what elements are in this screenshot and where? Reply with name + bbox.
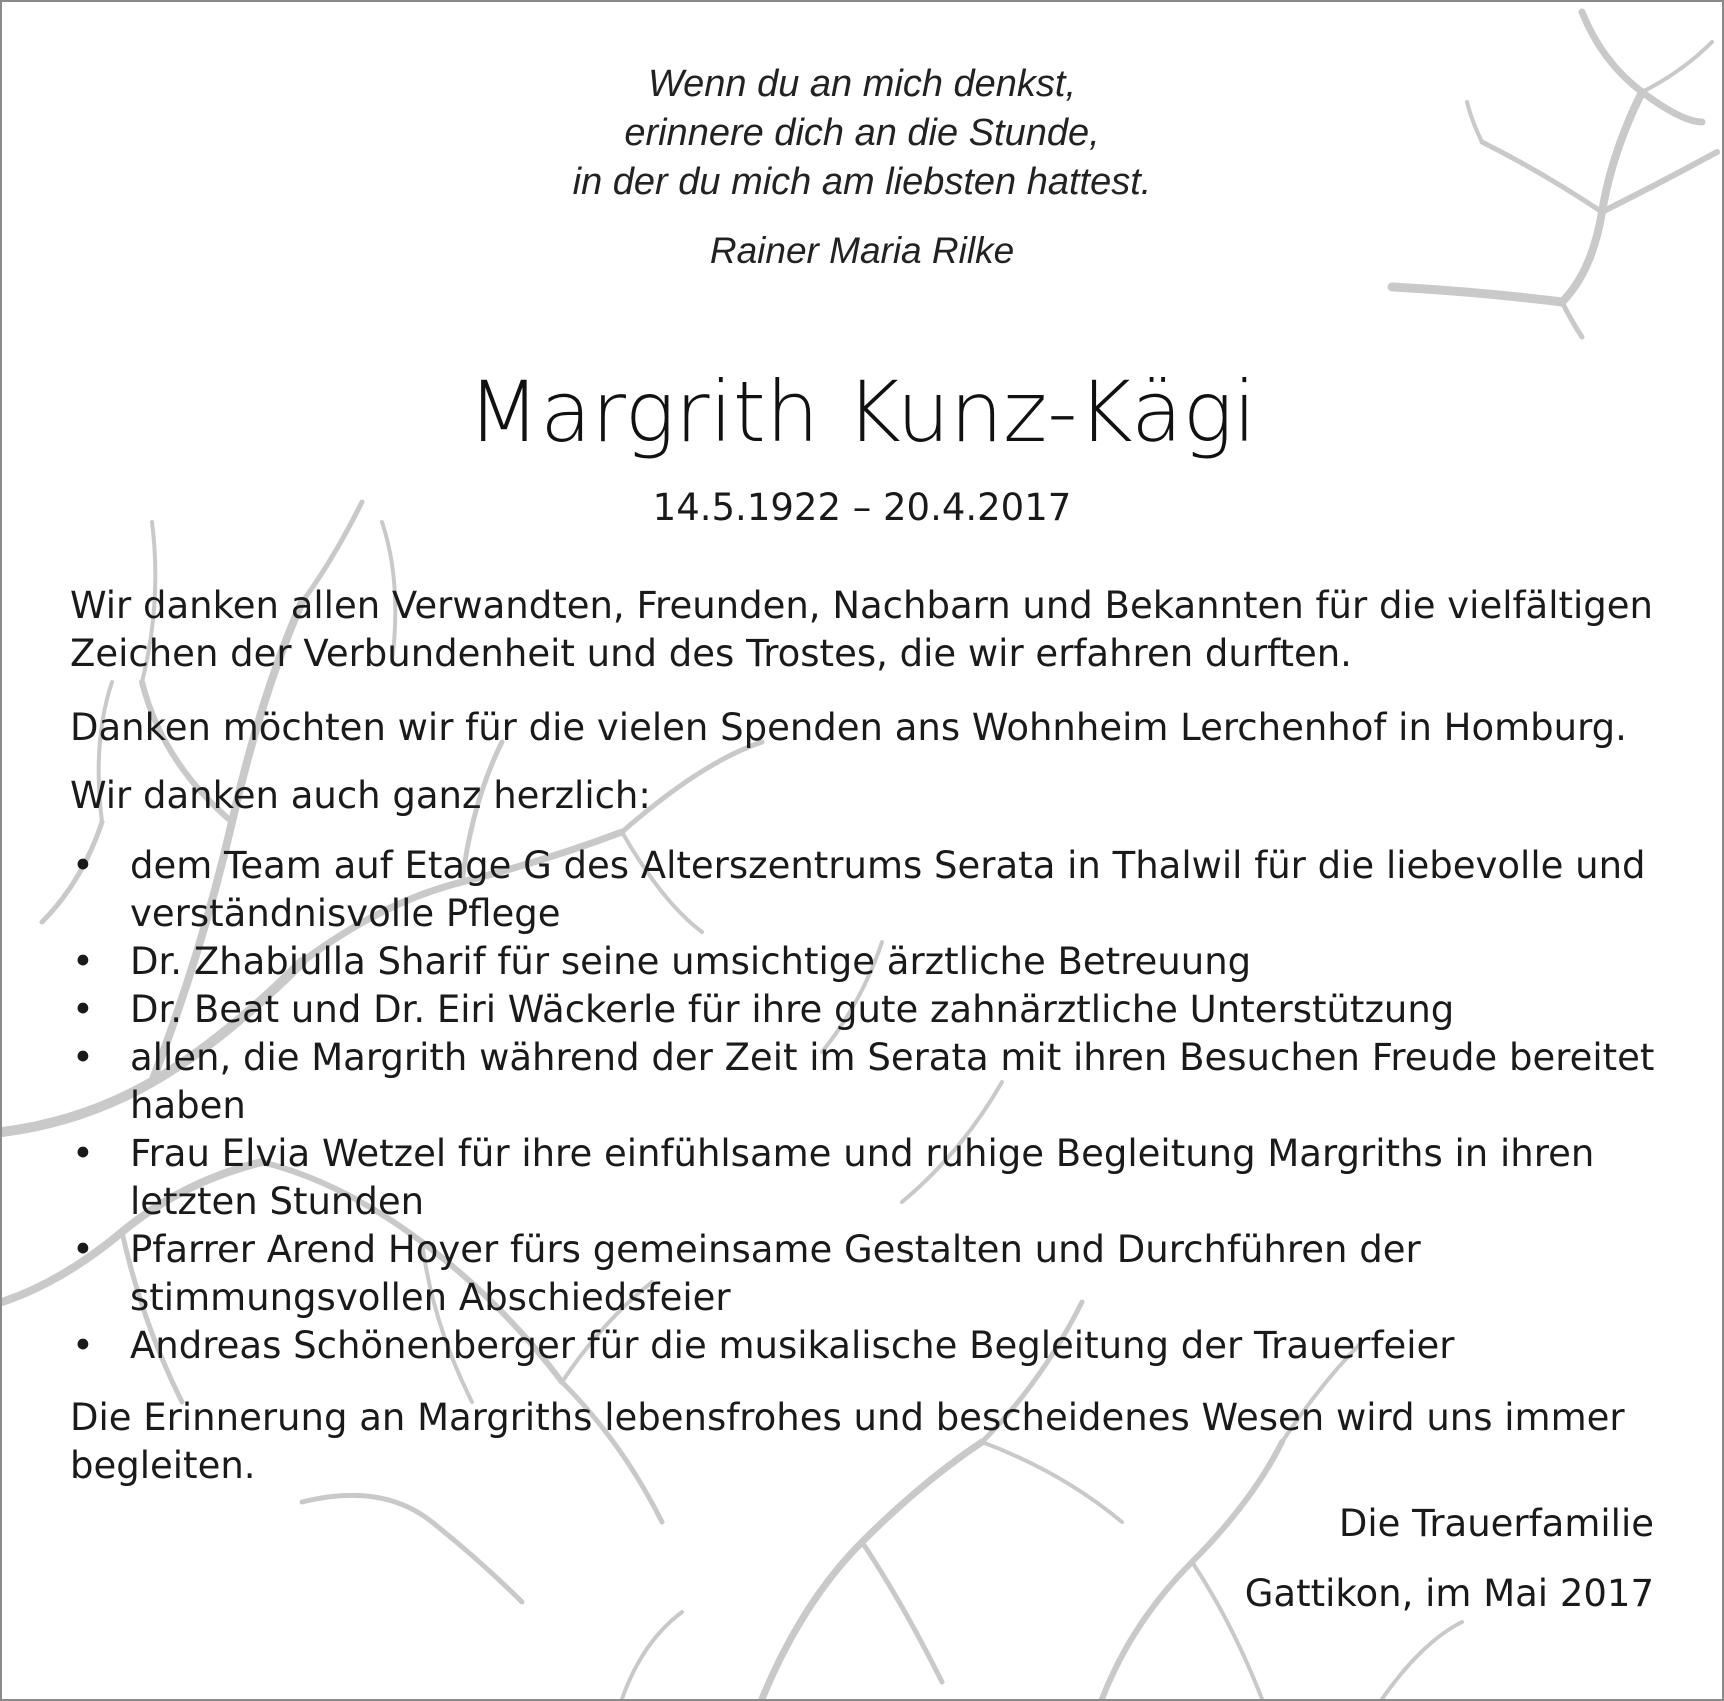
list-item-text: dem Team auf Etage G des Alterszentrums Serata in Thalwil für die liebevolle und verständnisvolle Pflege [130,844,1646,935]
list-item [70,1130,1670,1226]
list-item [70,842,1670,938]
poem [2,60,1722,207]
life-dates: 14.5.1922 – 20.4.2017 [652,486,1072,529]
donations-paragraph: Danken möchten wir für die vielen Spenden ans Wohnheim Lerchenhof in Homburg. [70,706,1627,749]
list-item-text: allen, die Margrith während der Zeit im Serata mit ihren Besuchen Freude bereitet haben [130,1036,1655,1127]
bullet-icon: • [72,1228,94,1271]
bullet-icon: • [72,1036,94,1079]
poem-line: Wenn du an mich denkst, [647,63,1077,105]
thanks-list [70,842,1670,1370]
list-item-text: Dr. Zhabiulla Sharif für seine umsichtige ärztliche Betreuung [130,940,1252,983]
bullet-icon: • [72,940,94,983]
obituary-content [2,2,1722,1699]
list-item [70,986,1670,1034]
bullet-icon: • [72,988,94,1031]
poem-author: Rainer Maria Rilke [709,230,1015,271]
bullet-icon: • [72,1132,94,1175]
list-item-text: Frau Elvia Wetzel für ihre einfühlsame und ruhige Begleitung Margriths in ihren letzten Stunden [130,1132,1595,1223]
thanks-paragraph: Wir danken allen Verwandten, Freunden, Nachbarn und Bekannten für die vielfältigen Zeichen der Verbundenheit und des Trostes, die wir erfahren durften. [70,584,1653,675]
bullet-icon: • [72,1324,94,1367]
list-item-text: Pfarrer Arend Hoyer fürs gemeinsame Gestalten und Durchführen der stimmungsvollen Abschiedsfeier [130,1228,1421,1319]
closing-paragraph: Die Erinnerung an Margriths lebensfrohes und bescheidenes Wesen wird uns immer begleiten. [70,1396,1625,1487]
deceased-name: Margrith Kunz-Kägi [467,363,1257,461]
list-item-text: Dr. Beat und Dr. Eiri Wäckerle für ihre gute zahnärztliche Unterstützung [130,988,1455,1031]
signature: Die Trauerfamilie [1338,1502,1654,1545]
list-item [70,1322,1670,1370]
list-item [70,938,1670,986]
list-item [70,1226,1670,1322]
poem-line: erinnere dich an die Stunde, [624,112,1100,154]
thanks-intro: Wir danken auch ganz herzlich: [70,774,651,817]
poem-line: in der du mich am liebsten hattest. [572,161,1152,203]
list-item [70,1034,1670,1130]
bullet-icon: • [72,844,94,887]
list-item-text: Andreas Schönenberger für die musikalische Begleitung der Trauerfeier [130,1324,1455,1367]
place-date: Gattikon, im Mai 2017 [1244,1572,1654,1615]
